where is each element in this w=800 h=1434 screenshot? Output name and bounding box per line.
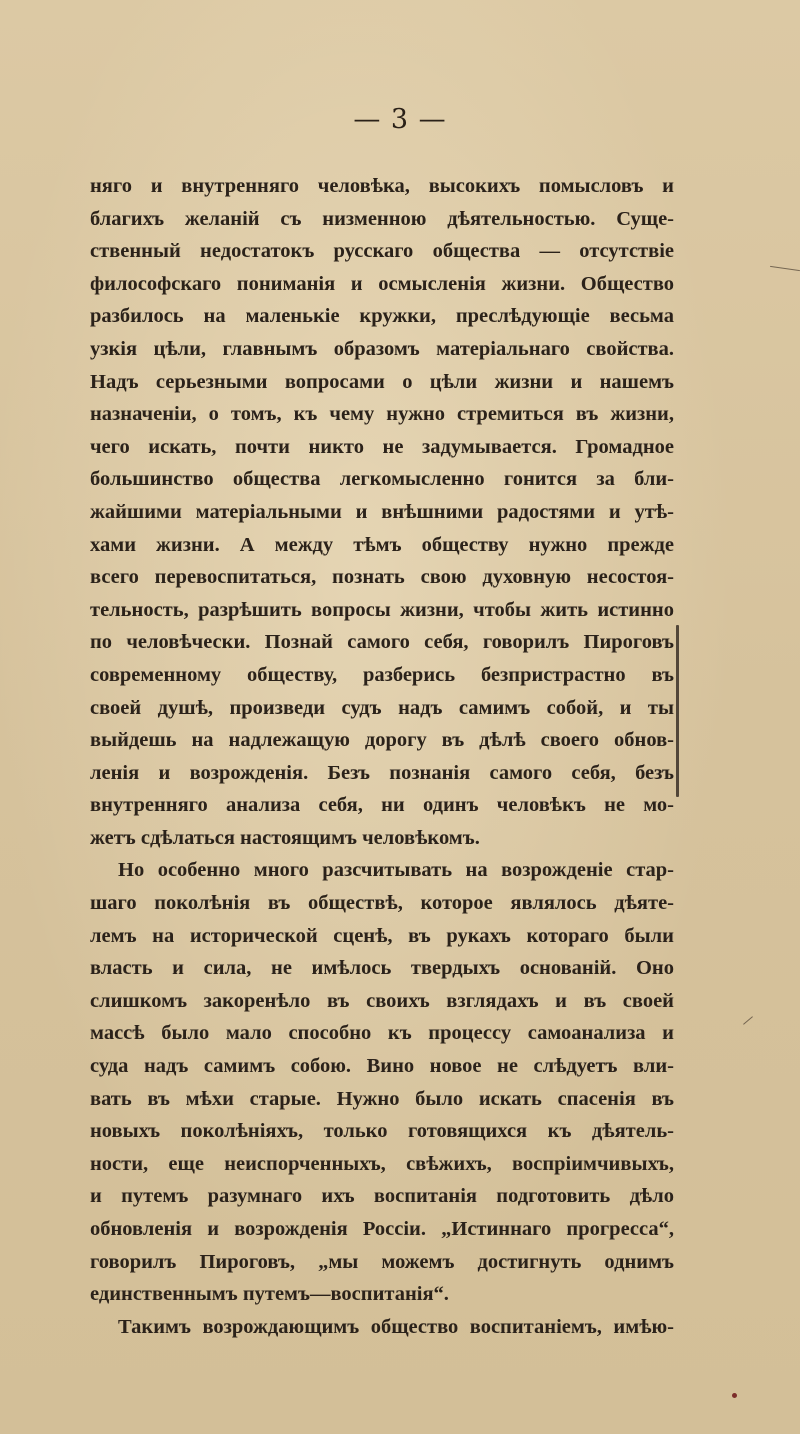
text-line: всего перевоспитаться, познать свою духовную несостоя-	[90, 566, 674, 589]
text-line: тельность, разрѣшить вопросы жизни, чтобы жить истинно	[90, 598, 674, 621]
page-number: — 3 —	[353, 104, 447, 135]
body-text	[90, 170, 674, 1343]
text-line: философскаго пониманія и осмысленія жизни. Общество	[90, 272, 674, 295]
text-line: новыхъ поколѣніяхъ, только готовящихся къ дѣятель-	[90, 1120, 674, 1143]
text-line: няго и внутренняго человѣка, высокихъ помысловъ и	[90, 175, 674, 197]
text-line: и путемъ разумнаго ихъ воспитанія подготовить дѣло	[90, 1185, 674, 1208]
text-line: массѣ было мало способно къ процессу самоанализа и	[90, 1022, 674, 1045]
text-line: жайшими матеріальными и внѣшними радостями и утѣ-	[90, 500, 674, 523]
text-line: по человѣчески. Познай самого себя, говорилъ Пироговъ	[90, 631, 674, 654]
pencil-margin-mark	[676, 625, 679, 797]
text-line: узкія цѣли, главнымъ образомъ матеріальнаго свойства.	[90, 337, 674, 360]
paragraph-first-line: Такимъ возрождающимъ общество воспитаніемъ, имѣю-	[118, 1315, 674, 1338]
text-line: жетъ сдѣлаться настоящимъ человѣкомъ.	[90, 826, 480, 849]
text-line: обновленія и возрожденія Россіи. „Истиннаго прогресса“,	[90, 1218, 674, 1240]
text-line: вать въ мѣхи старые. Нужно было искать спасенія въ	[90, 1087, 674, 1110]
text-line: говорилъ Пироговъ, „мы можемъ достигнуть однимъ	[90, 1250, 674, 1273]
text-line: лемъ на исторической сценѣ, въ рукахъ котораго были	[90, 924, 674, 947]
text-line: выйдешь на надлежащую дорогу въ дѣлѣ своего обнов-	[90, 729, 674, 752]
paragraph-first-line: Но особенно много разсчитывать на возрожденіе стар-	[118, 859, 674, 882]
text-line: Надъ серьезными вопросами о цѣли жизни и нашемъ	[90, 370, 674, 393]
text-line: шаго поколѣнія въ обществѣ, которое являлось дѣяте-	[90, 892, 674, 915]
text-line: ленія и возрожденія. Безъ познанія самого себя, безъ	[90, 761, 674, 784]
text-line: единственнымъ путемъ—воспитанія“.	[90, 1283, 449, 1306]
text-line: своей душѣ, произведи судъ надъ самимъ собой, и ты	[90, 696, 674, 719]
text-line: слишкомъ закоренѣло въ своихъ взглядахъ и въ своей	[90, 989, 674, 1012]
text-line: назначеніи, о томъ, къ чему нужно стремиться въ жизни,	[90, 403, 674, 426]
text-line: разбилось на маленькіе кружки, преслѣдующіе весьма	[90, 305, 674, 328]
text-line: благихъ желаній съ низменною дѣятельностью. Суще-	[90, 207, 674, 230]
text-line: современному обществу, разберись безпристрастно въ	[90, 663, 674, 686]
text-line: внутренняго анализа себя, ни одинъ человѣкъ не мо-	[90, 794, 674, 817]
text-line: чего искать, почти никто не задумывается. Громадное	[90, 435, 674, 458]
text-line: ности, еще неиспорченныхъ, свѣжихъ, воспріимчивыхъ,	[90, 1152, 674, 1175]
text-line: власть и сила, не имѣлось твердыхъ основаній. Оно	[90, 957, 674, 980]
text-line: ственный недостатокъ русскаго общества — отсутствіе	[90, 240, 674, 263]
pencil-tick-mark	[743, 1016, 753, 1024]
ink-dot	[732, 1393, 737, 1398]
text-line: большинство общества легкомысленно гонится за бли-	[90, 468, 674, 491]
pencil-tick-mark	[770, 266, 800, 271]
text-line: суда надъ самимъ собою. Вино новое не слѣдуетъ вли-	[90, 1055, 674, 1078]
text-line: хами жизни. А между тѣмъ обществу нужно прежде	[90, 533, 674, 556]
